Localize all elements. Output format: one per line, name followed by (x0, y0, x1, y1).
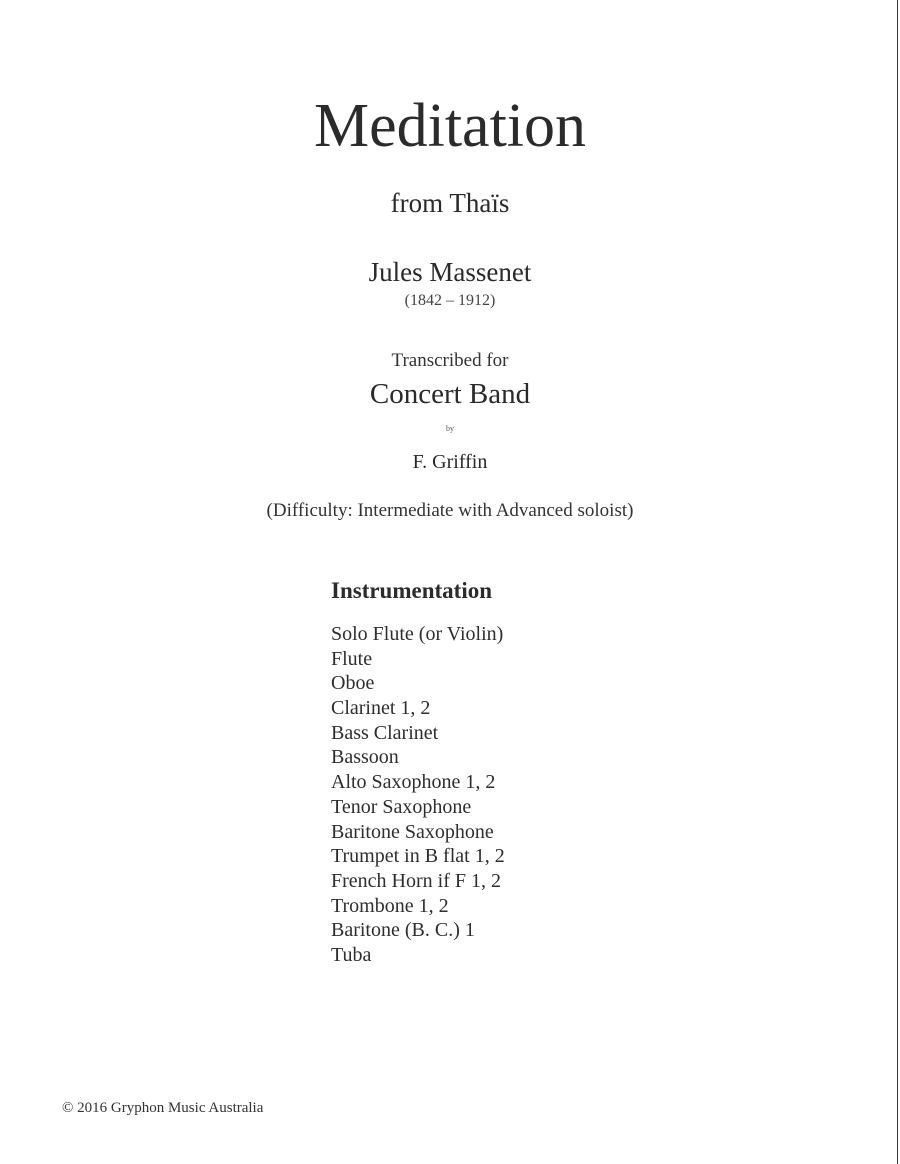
page-edge-line (897, 0, 898, 1164)
instrument-item: Baritone (B. C.) 1 (331, 919, 475, 942)
composer-name: Jules Massenet (368, 257, 532, 287)
transcribed-for-label: Transcribed for (391, 350, 509, 371)
ensemble-name: Concert Band (369, 378, 531, 410)
instrument-item: Solo Flute (or Violin) (331, 623, 504, 645)
copyright-notice: © 2016 Gryphon Music Australia (62, 1100, 264, 1116)
instrument-item: Trumpet in B flat 1, 2 (331, 845, 505, 868)
instrument-item: Tuba (331, 943, 372, 966)
instrument-item: Tenor Saxophone (331, 795, 472, 818)
instrument-item: Clarinet 1, 2 (331, 697, 431, 720)
score-title: Meditation (313, 92, 587, 160)
instrument-list (331, 622, 505, 968)
instrument-item: Oboe (331, 672, 375, 695)
instrument-item: Trombone 1, 2 (331, 894, 449, 917)
composer-dates: (1842 – 1912) (404, 292, 496, 309)
instrument-item: Flute (331, 647, 373, 670)
instrumentation-heading: Instrumentation (331, 578, 493, 603)
instrument-item: Baritone Saxophone (331, 820, 494, 843)
instrument-item: Bassoon (331, 746, 399, 769)
arranger-name: F. Griffin (412, 451, 488, 473)
instrument-item: French Horn if F 1, 2 (331, 869, 501, 892)
score-subtitle: from Thaïs (390, 188, 510, 218)
instrument-item: Alto Saxophone 1, 2 (331, 771, 496, 794)
difficulty-note: (Difficulty: Intermediate with Advanced soloist) (266, 500, 634, 521)
instrument-item: Bass Clarinet (331, 721, 439, 744)
by-label: by (446, 424, 454, 433)
